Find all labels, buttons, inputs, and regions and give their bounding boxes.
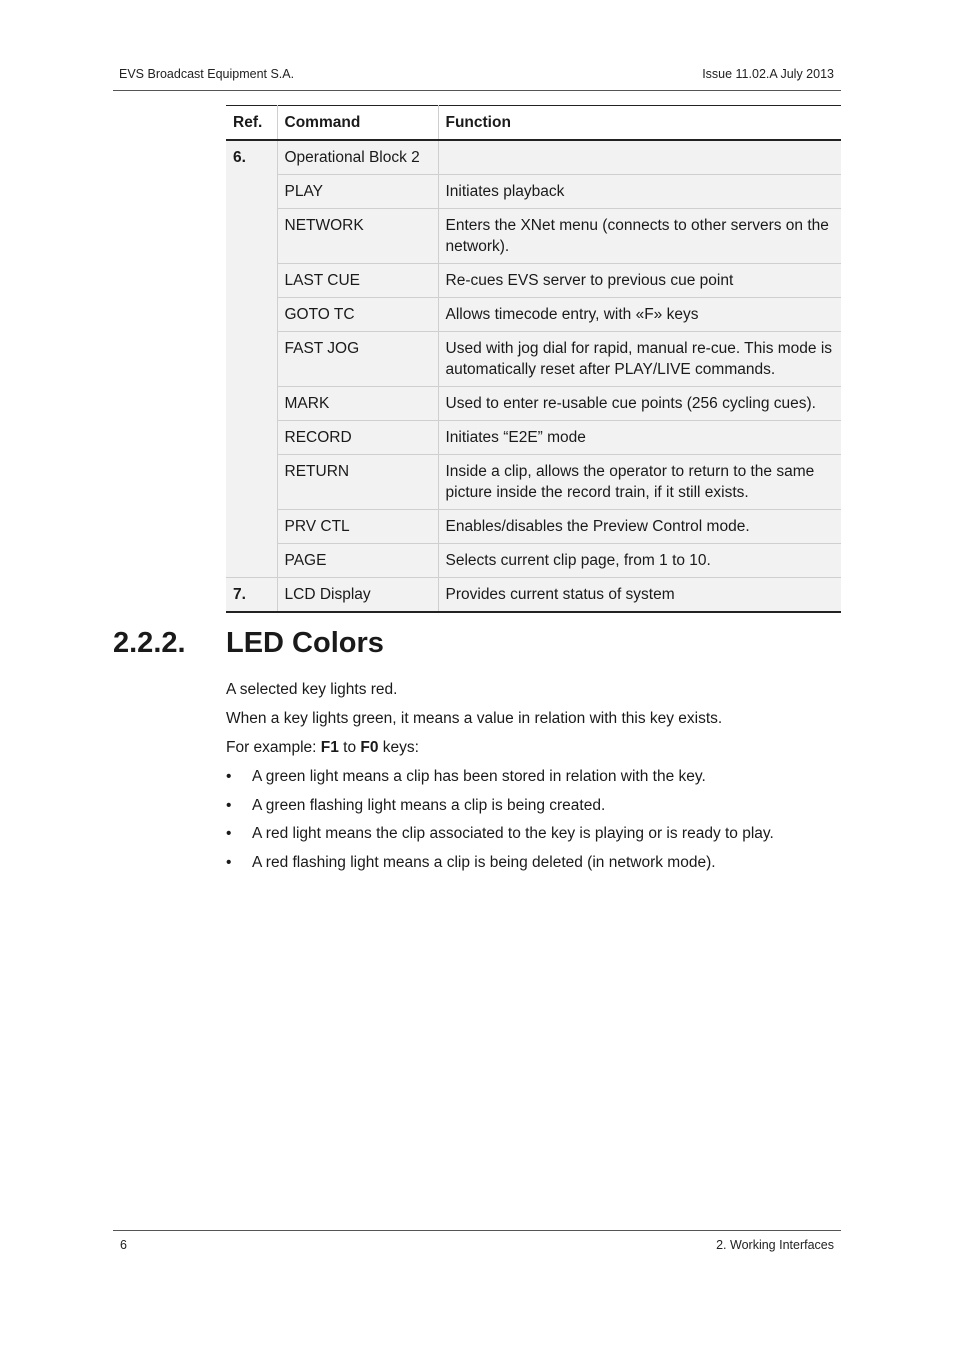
command-cell: NETWORK [277,209,438,264]
bullet-icon: • [226,797,232,814]
table-row [226,175,841,209]
footer-chapter: 2. Working Interfaces [716,1238,834,1252]
list-item-text: A green light means a clip has been stored in relation with the key. [252,768,706,785]
table-row [226,578,841,613]
ref-cell: 6. [226,140,277,578]
column-header-ref: Ref. [226,106,277,141]
paragraph-selected-key: A selected key lights red. [226,681,398,698]
header-issue: Issue 11.02.A July 2013 [702,67,834,81]
example-mid: to [338,739,361,756]
command-cell: PLAY [277,175,438,209]
table-row [226,455,841,510]
function-cell: Initiates “E2E” mode [438,421,841,455]
function-cell: Selects current clip page, from 1 to 10. [438,544,841,578]
command-cell: GOTO TC [277,298,438,332]
table-row [226,332,841,387]
command-cell: LAST CUE [277,264,438,298]
command-cell: PRV CTL [277,510,438,544]
table-row [226,544,841,578]
bullet-icon: • [226,768,232,785]
example-suffix: keys: [378,739,419,756]
list-item-text: A red light means the clip associated to the key is playing or is ready to play. [252,825,774,842]
table-row [226,264,841,298]
function-cell: Initiates playback [438,175,841,209]
function-cell: Allows timecode entry, with «F» keys [438,298,841,332]
command-cell: FAST JOG [277,332,438,387]
function-cell: Enables/disables the Preview Control mode. [438,510,841,544]
ref-cell: 7. [226,578,277,613]
table-row [226,209,841,264]
table-row [226,421,841,455]
command-cell: PAGE [277,544,438,578]
example-prefix: For example: [226,739,321,756]
table-header-row [226,106,841,141]
header-divider [113,90,841,91]
table-row [226,510,841,544]
key-f0: F0 [360,739,379,756]
paragraph-green-key: When a key lights green, it means a value in relation with this key exists. [226,710,723,727]
key-f1: F1 [320,739,339,756]
table-row [226,298,841,332]
paragraph-example [226,738,841,758]
table-row [226,140,841,175]
command-cell: Operational Block 2 [277,140,438,175]
function-cell: Re-cues EVS server to previous cue point [438,264,841,298]
function-cell: Enters the XNet menu (connects to other servers on the network). [438,209,841,264]
function-cell [438,140,841,175]
header-company: EVS Broadcast Equipment S.A. [119,67,295,81]
function-cell: Provides current status of system [438,578,841,613]
bullet-icon: • [226,854,232,871]
section-title: LED Colors [226,627,384,659]
column-header-function: Function [438,106,841,141]
function-cell: Inside a clip, allows the operator to return to the same picture inside the record train, if it still exists. [438,455,841,510]
page-number: 6 [120,1238,127,1252]
function-cell: Used with jog dial for rapid, manual re-cue. This mode is automatically reset after PLAY/LIVE commands. [438,332,841,387]
function-cell: Used to enter re-usable cue points (256 cycling cues). [438,387,841,421]
section-number: 2.2.2. [113,627,186,659]
bullet-icon: • [226,825,232,842]
command-cell: MARK [277,387,438,421]
footer-divider [113,1230,841,1231]
table-row [226,387,841,421]
command-cell: RETURN [277,455,438,510]
list-item-text: A green flashing light means a clip is being created. [252,797,606,814]
column-header-command: Command [277,106,438,141]
command-table [226,105,841,613]
command-cell: RECORD [277,421,438,455]
list-item-text: A red flashing light means a clip is being deleted (in network mode). [252,854,716,871]
command-cell: LCD Display [277,578,438,613]
